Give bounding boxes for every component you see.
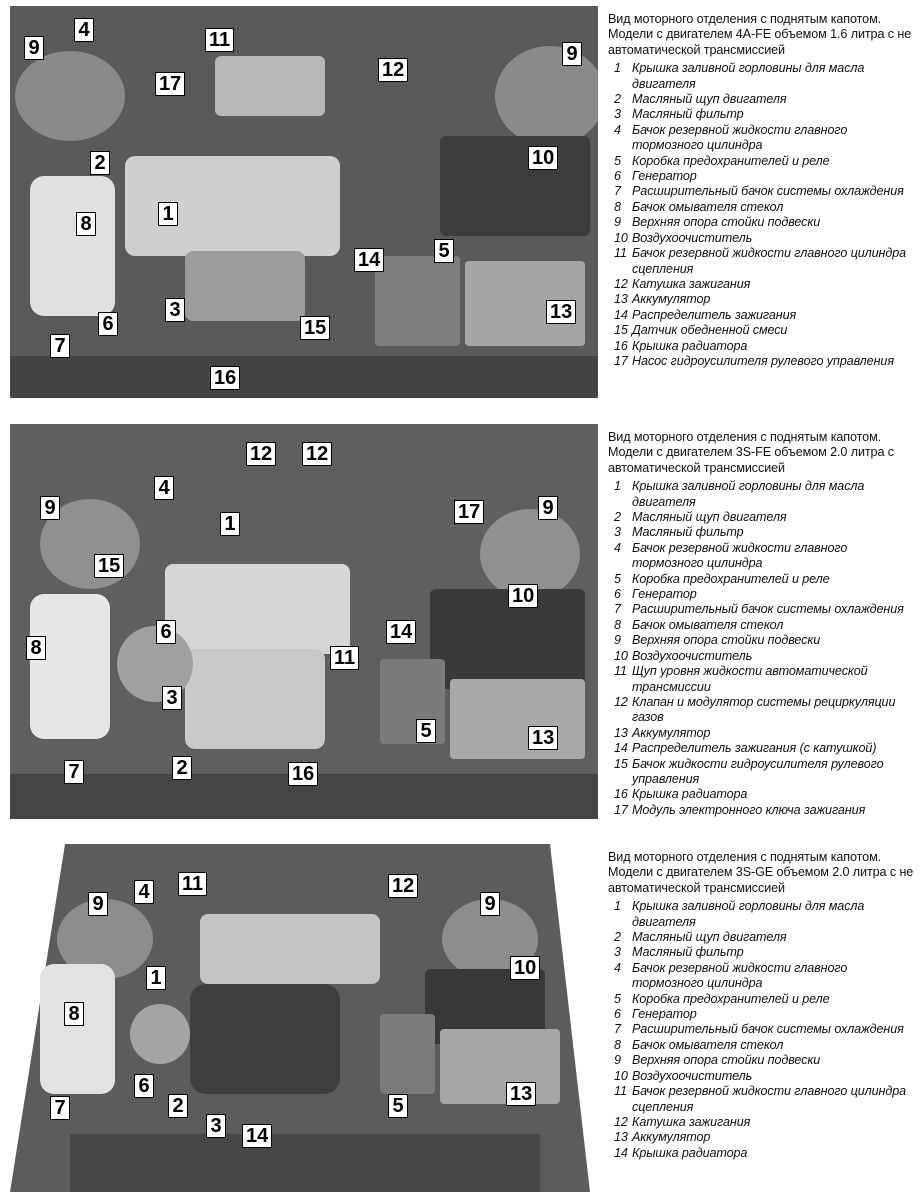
- marker-label: 10: [508, 584, 538, 608]
- legend-number: 9: [614, 1053, 621, 1068]
- marker-label: 14: [354, 248, 384, 272]
- legend-number: 2: [614, 92, 621, 107]
- legend-number: 16: [614, 338, 628, 353]
- legend-text: Насос гидроусилителя рулевого управления: [632, 353, 894, 368]
- legend-text: Аккумулятор: [632, 292, 711, 307]
- legend-text: Коробка предохранителей и реле: [632, 571, 830, 586]
- marker-label: 9: [562, 42, 582, 66]
- legend-text: Расширительный бачок системы охлаждения: [632, 184, 904, 199]
- marker-label: 16: [210, 366, 240, 390]
- legend-item: [608, 695, 920, 726]
- legend-number: 2: [614, 510, 621, 525]
- engine-photo-4a-fe: [10, 6, 598, 398]
- legend-number: 13: [614, 725, 628, 740]
- legend-item: [608, 741, 920, 756]
- legend-item: [608, 479, 920, 510]
- legend-number: 4: [614, 540, 621, 555]
- legend-number: 7: [614, 602, 621, 617]
- legend-text: Масляный фильтр: [632, 945, 744, 960]
- legend-number: 15: [614, 756, 628, 771]
- legend-text: Катушка зажигания: [632, 276, 751, 291]
- legend-text: Крышка заливной горловины для масла двигателя: [632, 61, 865, 91]
- marker-label: 14: [242, 1124, 272, 1148]
- legend-item: [608, 633, 920, 648]
- marker-label: 2: [172, 756, 192, 780]
- legend-number: 13: [614, 1130, 628, 1145]
- legend-item: [608, 339, 920, 354]
- legend-number: 1: [614, 61, 621, 76]
- legend-text: Распределитель зажигания (с катушкой): [632, 741, 877, 756]
- legend-text: Крышка заливной горловины для масла двигателя: [632, 479, 865, 509]
- legend-number: 4: [614, 122, 621, 137]
- legend-number: 9: [614, 633, 621, 648]
- marker-label: 13: [528, 726, 558, 750]
- legend-item: [608, 1084, 920, 1115]
- marker-label: 9: [480, 892, 500, 916]
- legend-item: [608, 292, 920, 307]
- legend-text: Масляный фильтр: [632, 107, 744, 122]
- marker-label: 11: [330, 646, 359, 670]
- marker-label: 1: [158, 202, 178, 226]
- legend-item: [608, 61, 920, 92]
- legend-number: 10: [614, 1068, 628, 1083]
- legend-number: 8: [614, 1037, 621, 1052]
- legend-text: Расширительный бачок системы охлаждения: [632, 1022, 904, 1037]
- legend-text: Катушка зажигания: [632, 1114, 751, 1129]
- legend-number: 7: [614, 1022, 621, 1037]
- legend-text: Масляный щуп двигателя: [632, 930, 787, 945]
- legend-text: Бачок омывателя стекол: [632, 1037, 784, 1052]
- legend-item: [608, 1115, 920, 1130]
- legend-text: Аккумулятор: [632, 725, 711, 740]
- marker-label: 8: [64, 1002, 84, 1026]
- marker-label: 2: [90, 151, 110, 175]
- marker-label: 3: [165, 298, 185, 322]
- legend-item: [608, 107, 920, 122]
- marker-label: 9: [538, 496, 558, 520]
- marker-label: 5: [416, 719, 436, 743]
- legend-item: [608, 945, 920, 960]
- legend-text: Бачок резервной жидкости главного цилиндра сцепления: [632, 246, 907, 276]
- marker-label: 9: [24, 36, 44, 60]
- legend-text: Крышка радиатора: [632, 787, 748, 802]
- legend-number: 12: [614, 276, 628, 291]
- legend-text: Коробка предохранителей и реле: [632, 991, 830, 1006]
- marker-label: 13: [546, 300, 576, 324]
- legend-title: Вид моторного отделения с поднятым капотом. Модели с двигателем 3S-GE объемом 2.0 литра с не автоматической трансмиссией: [608, 850, 914, 895]
- legend-item: [608, 1130, 920, 1145]
- legend-number: 11: [614, 664, 627, 679]
- marker-label: 6: [156, 620, 176, 644]
- legend-text: Расширительный бачок системы охлаждения: [632, 602, 904, 617]
- legend-list: [608, 479, 920, 818]
- legend-item: [608, 726, 920, 741]
- legend-item: [608, 992, 920, 1007]
- marker-label: 14: [386, 620, 416, 644]
- legend-text: Генератор: [632, 587, 697, 602]
- legend-item: [608, 169, 920, 184]
- legend-text: Воздухоочиститель: [632, 648, 753, 663]
- legend-item: [608, 757, 920, 788]
- marker-label: 6: [134, 1074, 154, 1098]
- legend-item: [608, 200, 920, 215]
- legend-text: Щуп уровня жидкости автоматической трансмиссии: [632, 664, 868, 694]
- marker-label: 6: [98, 312, 118, 336]
- marker-label: 16: [288, 762, 318, 786]
- legend-number: 16: [614, 787, 628, 802]
- legend-title: Вид моторного отделения с поднятым капотом. Модели с двигателем 3S-FE объемом 2.0 литра с автоматической трансмиссией: [608, 430, 894, 475]
- legend-item: [608, 323, 920, 338]
- legend-text: Бачок резервной жидкости главного цилиндра сцепления: [632, 1084, 907, 1114]
- legend-item: [608, 92, 920, 107]
- marker-label: 10: [510, 956, 540, 980]
- legend-item: [608, 961, 920, 992]
- legend-item: [608, 1007, 920, 1022]
- legend-number: 15: [614, 323, 628, 338]
- legend-list: [608, 61, 920, 369]
- marker-label: 7: [64, 760, 84, 784]
- legend-number: 6: [614, 169, 621, 184]
- legend-number: 14: [614, 1145, 628, 1160]
- legend-item: [608, 123, 920, 154]
- legend-item: [608, 930, 920, 945]
- legend-text: Клапан и модулятор системы рециркуляции газов: [632, 694, 896, 725]
- legend-text: Масляный щуп двигателя: [632, 92, 787, 107]
- marker-label: 4: [74, 18, 94, 42]
- legend-text: Крышка заливной горловины для масла двигателя: [632, 899, 865, 929]
- marker-label: 9: [40, 496, 60, 520]
- marker-label: 15: [94, 554, 124, 578]
- marker-label: 5: [388, 1094, 408, 1118]
- legend-number: 9: [614, 215, 621, 230]
- legend-item: [608, 899, 920, 930]
- marker-label: 4: [154, 476, 174, 500]
- legend-number: 13: [614, 292, 628, 307]
- legend-item: [608, 246, 920, 277]
- legend-number: 17: [614, 802, 628, 817]
- marker-label: 2: [168, 1094, 188, 1118]
- legend-item: [608, 354, 920, 369]
- legend-item: [608, 1053, 920, 1068]
- legend-number: 14: [614, 741, 628, 756]
- legend-item: [608, 602, 920, 617]
- legend-number: 6: [614, 1007, 621, 1022]
- marker-label: 12: [302, 442, 332, 466]
- legend-item: [608, 787, 920, 802]
- legend-number: 8: [614, 199, 621, 214]
- legend-text: Крышка радиатора: [632, 1145, 748, 1160]
- marker-label: 12: [378, 58, 408, 82]
- legend-number: 7: [614, 184, 621, 199]
- legend-text: Масляный фильтр: [632, 525, 744, 540]
- marker-label: 10: [528, 146, 558, 170]
- legend-number: 1: [614, 899, 621, 914]
- marker-label: 1: [146, 966, 166, 990]
- legend-text: Верхняя опора стойки подвески: [632, 633, 821, 648]
- legend-text: Бачок резервной жидкости главного тормозного цилиндра: [632, 122, 848, 153]
- legend-number: 3: [614, 107, 621, 122]
- legend-item: [608, 1038, 920, 1053]
- legend-number: 5: [614, 991, 621, 1006]
- engine-bay-illustration: [10, 424, 598, 819]
- marker-label: 7: [50, 334, 70, 358]
- legend-text: Масляный щуп двигателя: [632, 510, 787, 525]
- legend-text: Коробка предохранителей и реле: [632, 153, 830, 168]
- legend-text: Бачок омывателя стекол: [632, 617, 784, 632]
- legend-number: 6: [614, 587, 621, 602]
- legend-text: Аккумулятор: [632, 1130, 711, 1145]
- legend-list: [608, 899, 920, 1161]
- legend-item: [608, 587, 920, 602]
- legend-item: [608, 154, 920, 169]
- legend-item: [608, 525, 920, 540]
- legend-text: Бачок омывателя стекол: [632, 199, 784, 214]
- legend-number: 2: [614, 930, 621, 945]
- legend-item: [608, 184, 920, 199]
- marker-label: 11: [178, 872, 207, 896]
- marker-label: 5: [434, 239, 454, 263]
- legend-item: [608, 277, 920, 292]
- legend-item: [608, 618, 920, 633]
- legend-text: Верхняя опора стойки подвески: [632, 215, 821, 230]
- marker-label: 9: [88, 892, 108, 916]
- legend-number: 11: [614, 246, 627, 261]
- legend-item: [608, 664, 920, 695]
- legend-item: [608, 215, 920, 230]
- marker-label: 12: [246, 442, 276, 466]
- marker-label: 11: [205, 28, 234, 52]
- legend-number: 10: [614, 648, 628, 663]
- legend-item: [608, 231, 920, 246]
- marker-label: 3: [206, 1114, 226, 1138]
- legend-number: 8: [614, 617, 621, 632]
- legend-text: Воздухоочиститель: [632, 230, 753, 245]
- legend-number: 10: [614, 230, 628, 245]
- legend-text: Крышка радиатора: [632, 338, 748, 353]
- legend-4a-fe: [608, 12, 920, 369]
- legend-item: [608, 803, 920, 818]
- legend-item: [608, 1146, 920, 1161]
- legend-3s-fe: [608, 430, 920, 818]
- legend-text: Датчик обедненной смеси: [632, 323, 788, 338]
- legend-number: 17: [614, 353, 628, 368]
- legend-item: [608, 510, 920, 525]
- legend-text: Бачок жидкости гидроусилителя рулевого управления: [632, 756, 884, 786]
- marker-label: 12: [388, 874, 418, 898]
- marker-label: 15: [300, 316, 330, 340]
- marker-label: 1: [220, 512, 240, 536]
- legend-text: Модуль электронного ключа зажигания: [632, 802, 866, 817]
- legend-text: Бачок резервной жидкости главного тормозного цилиндра: [632, 540, 848, 571]
- legend-number: 5: [614, 153, 621, 168]
- marker-label: 3: [162, 686, 182, 710]
- legend-item: [608, 1069, 920, 1084]
- legend-text: Верхняя опора стойки подвески: [632, 1053, 821, 1068]
- legend-number: 5: [614, 571, 621, 586]
- legend-number: 11: [614, 1084, 627, 1099]
- legend-text: Распределитель зажигания: [632, 307, 797, 322]
- marker-label: 7: [50, 1096, 70, 1120]
- marker-label: 17: [155, 72, 185, 96]
- legend-item: [608, 541, 920, 572]
- legend-number: 4: [614, 960, 621, 975]
- marker-label: 8: [76, 212, 96, 236]
- legend-number: 3: [614, 945, 621, 960]
- legend-number: 3: [614, 525, 621, 540]
- marker-label: 4: [134, 880, 154, 904]
- legend-text: Генератор: [632, 1007, 697, 1022]
- engine-photo-3s-fe: [10, 424, 598, 819]
- legend-number: 14: [614, 307, 628, 322]
- legend-number: 12: [614, 694, 628, 709]
- legend-item: [608, 572, 920, 587]
- legend-item: [608, 649, 920, 664]
- legend-item: [608, 308, 920, 323]
- legend-number: 1: [614, 479, 621, 494]
- legend-title: Вид моторного отделения с поднятым капотом. Модели с двигателем 4A-FE объемом 1.6 литра с не автоматической трансмиссией: [608, 12, 912, 57]
- legend-number: 12: [614, 1114, 628, 1129]
- legend-text: Генератор: [632, 169, 697, 184]
- legend-text: Бачок резервной жидкости главного тормозного цилиндра: [632, 960, 848, 991]
- legend-text: Воздухоочиститель: [632, 1068, 753, 1083]
- legend-3s-ge: [608, 850, 920, 1161]
- marker-label: 8: [26, 636, 46, 660]
- marker-label: 13: [506, 1082, 536, 1106]
- legend-item: [608, 1022, 920, 1037]
- marker-label: 17: [454, 500, 484, 524]
- engine-photo-3s-ge: [10, 844, 590, 1192]
